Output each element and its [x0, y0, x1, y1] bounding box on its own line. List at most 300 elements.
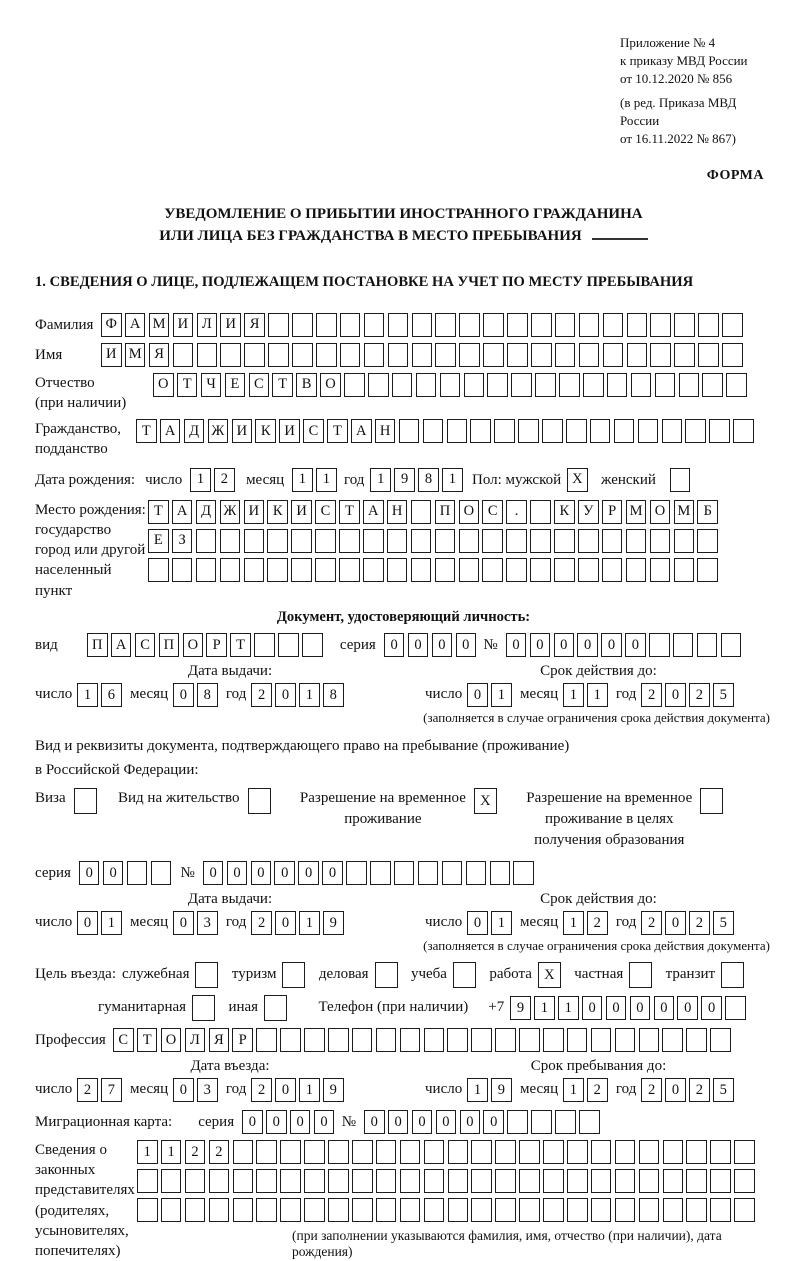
char-cell[interactable]: С — [113, 1028, 134, 1052]
char-cell[interactable]: Т — [148, 500, 169, 524]
char-cell[interactable] — [602, 558, 623, 582]
char-cell[interactable]: 0 — [506, 633, 527, 657]
char-cell[interactable] — [195, 962, 218, 988]
char-cell[interactable] — [464, 373, 485, 397]
char-cell[interactable]: Е — [148, 529, 169, 553]
char-cell[interactable] — [411, 558, 432, 582]
char-cell[interactable] — [710, 1028, 731, 1052]
char-cell[interactable] — [220, 343, 241, 367]
char-cell[interactable] — [507, 1110, 528, 1134]
char-cell[interactable] — [364, 313, 385, 337]
char-cell[interactable]: 6 — [101, 683, 122, 707]
char-cell[interactable] — [639, 1198, 660, 1222]
char-cell[interactable] — [209, 1198, 230, 1222]
char-cell[interactable]: 0 — [79, 861, 100, 885]
char-cell[interactable]: 1 — [316, 468, 337, 492]
char-cell[interactable] — [364, 343, 385, 367]
char-cell[interactable]: 1 — [563, 1078, 584, 1102]
char-cell[interactable] — [725, 996, 746, 1020]
char-cell[interactable] — [466, 861, 487, 885]
char-cell[interactable]: 0 — [173, 683, 194, 707]
char-cell[interactable]: 1 — [558, 996, 579, 1020]
char-cell[interactable]: 0 — [606, 996, 627, 1020]
char-cell[interactable]: 2 — [214, 468, 235, 492]
char-cell[interactable] — [579, 313, 600, 337]
char-cell[interactable]: 0 — [364, 1110, 385, 1134]
char-cell[interactable]: 1 — [161, 1140, 182, 1164]
char-cell[interactable] — [376, 1169, 397, 1193]
char-cell[interactable]: С — [303, 419, 324, 443]
char-cell[interactable]: Т — [339, 500, 360, 524]
char-cell[interactable]: 2 — [689, 683, 710, 707]
char-cell[interactable] — [148, 558, 169, 582]
char-cell[interactable] — [629, 962, 652, 988]
char-cell[interactable] — [209, 1169, 230, 1193]
char-cell[interactable] — [363, 529, 384, 553]
char-cell[interactable] — [698, 313, 719, 337]
char-cell[interactable]: И — [101, 343, 122, 367]
char-cell[interactable]: 1 — [190, 468, 211, 492]
char-cell[interactable] — [267, 558, 288, 582]
char-cell[interactable] — [137, 1198, 158, 1222]
char-cell[interactable]: X — [567, 468, 588, 492]
char-cell[interactable] — [607, 373, 628, 397]
char-cell[interactable]: 0 — [275, 911, 296, 935]
char-cell[interactable] — [220, 558, 241, 582]
char-cell[interactable] — [626, 529, 647, 553]
char-cell[interactable] — [399, 419, 420, 443]
char-cell[interactable] — [663, 1198, 684, 1222]
char-cell[interactable] — [697, 558, 718, 582]
char-cell[interactable]: . — [506, 500, 527, 524]
char-cell[interactable] — [555, 1110, 576, 1134]
char-cell[interactable] — [507, 343, 528, 367]
char-cell[interactable] — [674, 558, 695, 582]
char-cell[interactable] — [482, 558, 503, 582]
char-cell[interactable]: А — [351, 419, 372, 443]
char-cell[interactable]: 1 — [442, 468, 463, 492]
char-cell[interactable] — [440, 373, 461, 397]
char-cell[interactable]: 2 — [251, 683, 272, 707]
char-cell[interactable] — [710, 1198, 731, 1222]
char-cell[interactable] — [424, 1198, 445, 1222]
char-cell[interactable] — [639, 1028, 660, 1052]
char-cell[interactable] — [244, 529, 265, 553]
char-cell[interactable] — [578, 529, 599, 553]
char-cell[interactable] — [233, 1169, 254, 1193]
char-cell[interactable]: 0 — [625, 633, 646, 657]
char-cell[interactable]: X — [474, 788, 497, 814]
char-cell[interactable]: О — [161, 1028, 182, 1052]
char-cell[interactable]: 0 — [582, 996, 603, 1020]
char-cell[interactable] — [733, 419, 754, 443]
char-cell[interactable] — [291, 558, 312, 582]
char-cell[interactable] — [471, 1028, 492, 1052]
char-cell[interactable]: М — [125, 343, 146, 367]
char-cell[interactable]: Ф — [101, 313, 122, 337]
char-cell[interactable]: 0 — [173, 1078, 194, 1102]
char-cell[interactable] — [435, 313, 456, 337]
char-cell[interactable]: 1 — [137, 1140, 158, 1164]
char-cell[interactable]: Р — [602, 500, 623, 524]
char-cell[interactable]: Т — [230, 633, 251, 657]
char-cell[interactable]: Л — [185, 1028, 206, 1052]
char-cell[interactable] — [615, 1140, 636, 1164]
char-cell[interactable] — [267, 529, 288, 553]
char-cell[interactable] — [650, 558, 671, 582]
char-cell[interactable] — [185, 1169, 206, 1193]
char-cell[interactable]: 2 — [251, 1078, 272, 1102]
char-cell[interactable] — [615, 1028, 636, 1052]
char-cell[interactable]: С — [482, 500, 503, 524]
char-cell[interactable] — [579, 1110, 600, 1134]
char-cell[interactable]: П — [435, 500, 456, 524]
char-cell[interactable] — [233, 1198, 254, 1222]
char-cell[interactable] — [292, 343, 313, 367]
char-cell[interactable]: Т — [136, 419, 157, 443]
char-cell[interactable] — [673, 633, 694, 657]
char-cell[interactable]: 1 — [563, 911, 584, 935]
char-cell[interactable] — [674, 529, 695, 553]
char-cell[interactable]: 0 — [665, 911, 686, 935]
char-cell[interactable] — [394, 861, 415, 885]
char-cell[interactable]: 0 — [275, 1078, 296, 1102]
char-cell[interactable] — [518, 419, 539, 443]
char-cell[interactable] — [495, 1169, 516, 1193]
char-cell[interactable] — [400, 1198, 421, 1222]
char-cell[interactable] — [722, 313, 743, 337]
char-cell[interactable] — [543, 1169, 564, 1193]
char-cell[interactable] — [151, 861, 172, 885]
char-cell[interactable]: 1 — [587, 683, 608, 707]
char-cell[interactable] — [280, 1140, 301, 1164]
char-cell[interactable] — [513, 861, 534, 885]
char-cell[interactable]: А — [172, 500, 193, 524]
char-cell[interactable]: С — [135, 633, 156, 657]
char-cell[interactable] — [424, 1028, 445, 1052]
char-cell[interactable] — [721, 962, 744, 988]
char-cell[interactable]: С — [249, 373, 270, 397]
char-cell[interactable] — [423, 419, 444, 443]
char-cell[interactable] — [352, 1028, 373, 1052]
char-cell[interactable] — [127, 861, 148, 885]
char-cell[interactable]: 0 — [388, 1110, 409, 1134]
char-cell[interactable] — [400, 1028, 421, 1052]
char-cell[interactable]: 0 — [77, 911, 98, 935]
char-cell[interactable] — [448, 1198, 469, 1222]
char-cell[interactable]: 0 — [654, 996, 675, 1020]
char-cell[interactable]: 9 — [394, 468, 415, 492]
char-cell[interactable] — [244, 558, 265, 582]
char-cell[interactable] — [161, 1169, 182, 1193]
char-cell[interactable] — [375, 962, 398, 988]
char-cell[interactable] — [626, 558, 647, 582]
char-cell[interactable]: 9 — [491, 1078, 512, 1102]
char-cell[interactable] — [268, 313, 289, 337]
char-cell[interactable]: Д — [184, 419, 205, 443]
char-cell[interactable]: М — [149, 313, 170, 337]
char-cell[interactable] — [555, 343, 576, 367]
char-cell[interactable]: 1 — [534, 996, 555, 1020]
char-cell[interactable]: 2 — [209, 1140, 230, 1164]
char-cell[interactable] — [448, 1169, 469, 1193]
char-cell[interactable]: 0 — [412, 1110, 433, 1134]
char-cell[interactable]: Е — [225, 373, 246, 397]
char-cell[interactable] — [554, 558, 575, 582]
char-cell[interactable] — [256, 1169, 277, 1193]
char-cell[interactable] — [280, 1169, 301, 1193]
char-cell[interactable] — [495, 1028, 516, 1052]
char-cell[interactable] — [507, 313, 528, 337]
char-cell[interactable] — [435, 558, 456, 582]
char-cell[interactable] — [416, 373, 437, 397]
char-cell[interactable] — [650, 313, 671, 337]
char-cell[interactable]: Л — [197, 313, 218, 337]
char-cell[interactable] — [567, 1140, 588, 1164]
char-cell[interactable] — [579, 343, 600, 367]
char-cell[interactable] — [697, 633, 718, 657]
char-cell[interactable] — [614, 419, 635, 443]
char-cell[interactable] — [591, 1028, 612, 1052]
char-cell[interactable] — [346, 861, 367, 885]
char-cell[interactable] — [459, 558, 480, 582]
char-cell[interactable] — [302, 633, 323, 657]
char-cell[interactable] — [435, 343, 456, 367]
char-cell[interactable] — [506, 558, 527, 582]
char-cell[interactable] — [542, 419, 563, 443]
char-cell[interactable] — [662, 419, 683, 443]
char-cell[interactable]: 0 — [227, 861, 248, 885]
char-cell[interactable] — [734, 1169, 755, 1193]
char-cell[interactable]: 0 — [203, 861, 224, 885]
char-cell[interactable] — [663, 1140, 684, 1164]
char-cell[interactable]: 0 — [314, 1110, 335, 1134]
char-cell[interactable] — [304, 1028, 325, 1052]
char-cell[interactable] — [412, 313, 433, 337]
char-cell[interactable] — [721, 633, 742, 657]
char-cell[interactable] — [567, 1198, 588, 1222]
char-cell[interactable] — [655, 373, 676, 397]
char-cell[interactable] — [649, 633, 670, 657]
char-cell[interactable]: 0 — [242, 1110, 263, 1134]
char-cell[interactable]: 1 — [563, 683, 584, 707]
char-cell[interactable] — [400, 1140, 421, 1164]
char-cell[interactable] — [304, 1140, 325, 1164]
char-cell[interactable]: 2 — [587, 911, 608, 935]
char-cell[interactable]: 0 — [384, 633, 405, 657]
char-cell[interactable]: 0 — [432, 633, 453, 657]
char-cell[interactable]: М — [674, 500, 695, 524]
char-cell[interactable]: 0 — [436, 1110, 457, 1134]
char-cell[interactable] — [726, 373, 747, 397]
char-cell[interactable]: 0 — [290, 1110, 311, 1134]
char-cell[interactable] — [471, 1198, 492, 1222]
char-cell[interactable]: И — [220, 313, 241, 337]
char-cell[interactable] — [268, 343, 289, 367]
char-cell[interactable] — [591, 1140, 612, 1164]
char-cell[interactable] — [627, 343, 648, 367]
char-cell[interactable]: 1 — [299, 683, 320, 707]
char-cell[interactable] — [197, 343, 218, 367]
char-cell[interactable] — [487, 373, 508, 397]
char-cell[interactable]: 8 — [197, 683, 218, 707]
char-cell[interactable]: 0 — [577, 633, 598, 657]
char-cell[interactable] — [543, 1140, 564, 1164]
char-cell[interactable]: 2 — [689, 911, 710, 935]
char-cell[interactable] — [710, 1169, 731, 1193]
char-cell[interactable] — [685, 419, 706, 443]
char-cell[interactable] — [519, 1028, 540, 1052]
char-cell[interactable] — [603, 313, 624, 337]
char-cell[interactable] — [566, 419, 587, 443]
char-cell[interactable] — [674, 343, 695, 367]
char-cell[interactable]: 0 — [467, 683, 488, 707]
char-cell[interactable]: 8 — [323, 683, 344, 707]
char-cell[interactable]: 5 — [713, 1078, 734, 1102]
char-cell[interactable]: Ч — [201, 373, 222, 397]
char-cell[interactable] — [256, 1140, 277, 1164]
char-cell[interactable]: И — [279, 419, 300, 443]
char-cell[interactable]: Т — [272, 373, 293, 397]
char-cell[interactable]: О — [320, 373, 341, 397]
char-cell[interactable]: 3 — [197, 1078, 218, 1102]
char-cell[interactable]: 0 — [665, 1078, 686, 1102]
char-cell[interactable]: С — [315, 500, 336, 524]
char-cell[interactable] — [352, 1169, 373, 1193]
char-cell[interactable]: И — [244, 500, 265, 524]
char-cell[interactable] — [220, 529, 241, 553]
char-cell[interactable]: 0 — [460, 1110, 481, 1134]
char-cell[interactable]: Ж — [220, 500, 241, 524]
char-cell[interactable] — [196, 529, 217, 553]
char-cell[interactable] — [315, 529, 336, 553]
char-cell[interactable] — [315, 558, 336, 582]
char-cell[interactable] — [578, 558, 599, 582]
char-cell[interactable]: 0 — [322, 861, 343, 885]
char-cell[interactable]: Я — [244, 313, 265, 337]
char-cell[interactable] — [352, 1198, 373, 1222]
char-cell[interactable] — [280, 1198, 301, 1222]
char-cell[interactable] — [554, 529, 575, 553]
char-cell[interactable] — [627, 313, 648, 337]
char-cell[interactable] — [583, 373, 604, 397]
char-cell[interactable] — [172, 558, 193, 582]
char-cell[interactable] — [185, 1198, 206, 1222]
char-cell[interactable] — [192, 995, 215, 1021]
char-cell[interactable] — [376, 1028, 397, 1052]
char-cell[interactable] — [453, 962, 476, 988]
char-cell[interactable] — [388, 313, 409, 337]
char-cell[interactable] — [328, 1028, 349, 1052]
char-cell[interactable]: 0 — [173, 911, 194, 935]
char-cell[interactable] — [603, 343, 624, 367]
char-cell[interactable]: 0 — [456, 633, 477, 657]
char-cell[interactable]: К — [267, 500, 288, 524]
char-cell[interactable] — [280, 1028, 301, 1052]
char-cell[interactable] — [248, 788, 271, 814]
char-cell[interactable]: 9 — [510, 996, 531, 1020]
char-cell[interactable] — [196, 558, 217, 582]
char-cell[interactable]: Д — [196, 500, 217, 524]
char-cell[interactable]: 0 — [408, 633, 429, 657]
char-cell[interactable]: Б — [697, 500, 718, 524]
char-cell[interactable] — [662, 1028, 683, 1052]
char-cell[interactable] — [482, 529, 503, 553]
char-cell[interactable] — [483, 313, 504, 337]
char-cell[interactable] — [387, 558, 408, 582]
char-cell[interactable]: 1 — [299, 911, 320, 935]
char-cell[interactable] — [282, 962, 305, 988]
char-cell[interactable] — [511, 373, 532, 397]
char-cell[interactable] — [698, 343, 719, 367]
char-cell[interactable] — [490, 861, 511, 885]
char-cell[interactable] — [697, 529, 718, 553]
char-cell[interactable]: А — [160, 419, 181, 443]
char-cell[interactable]: 5 — [713, 911, 734, 935]
char-cell[interactable]: Р — [206, 633, 227, 657]
char-cell[interactable] — [459, 343, 480, 367]
char-cell[interactable]: 0 — [530, 633, 551, 657]
char-cell[interactable] — [650, 529, 671, 553]
char-cell[interactable] — [639, 1140, 660, 1164]
char-cell[interactable] — [411, 500, 432, 524]
char-cell[interactable] — [567, 1169, 588, 1193]
char-cell[interactable] — [674, 313, 695, 337]
char-cell[interactable] — [495, 1198, 516, 1222]
char-cell[interactable] — [459, 529, 480, 553]
char-cell[interactable] — [650, 343, 671, 367]
char-cell[interactable]: Я — [209, 1028, 230, 1052]
char-cell[interactable] — [483, 343, 504, 367]
char-cell[interactable] — [602, 529, 623, 553]
char-cell[interactable] — [447, 1028, 468, 1052]
char-cell[interactable] — [519, 1140, 540, 1164]
char-cell[interactable]: Н — [375, 419, 396, 443]
char-cell[interactable] — [368, 373, 389, 397]
char-cell[interactable]: 0 — [483, 1110, 504, 1134]
char-cell[interactable]: 0 — [467, 911, 488, 935]
char-cell[interactable] — [710, 1140, 731, 1164]
char-cell[interactable] — [233, 1140, 254, 1164]
char-cell[interactable] — [392, 373, 413, 397]
char-cell[interactable] — [256, 1028, 277, 1052]
char-cell[interactable] — [328, 1169, 349, 1193]
char-cell[interactable] — [344, 373, 365, 397]
char-cell[interactable]: 0 — [665, 683, 686, 707]
char-cell[interactable]: Н — [387, 500, 408, 524]
char-cell[interactable]: 0 — [630, 996, 651, 1020]
char-cell[interactable] — [519, 1169, 540, 1193]
char-cell[interactable] — [535, 373, 556, 397]
char-cell[interactable]: 2 — [641, 683, 662, 707]
char-cell[interactable] — [316, 313, 337, 337]
char-cell[interactable] — [530, 558, 551, 582]
char-cell[interactable]: 1 — [77, 683, 98, 707]
char-cell[interactable]: 0 — [677, 996, 698, 1020]
char-cell[interactable] — [264, 995, 287, 1021]
char-cell[interactable]: 0 — [601, 633, 622, 657]
char-cell[interactable]: 2 — [689, 1078, 710, 1102]
char-cell[interactable] — [376, 1198, 397, 1222]
char-cell[interactable]: 2 — [251, 911, 272, 935]
char-cell[interactable] — [531, 1110, 552, 1134]
char-cell[interactable] — [686, 1169, 707, 1193]
char-cell[interactable]: З — [172, 529, 193, 553]
char-cell[interactable] — [339, 558, 360, 582]
char-cell[interactable] — [328, 1140, 349, 1164]
char-cell[interactable] — [411, 529, 432, 553]
char-cell[interactable] — [702, 373, 723, 397]
